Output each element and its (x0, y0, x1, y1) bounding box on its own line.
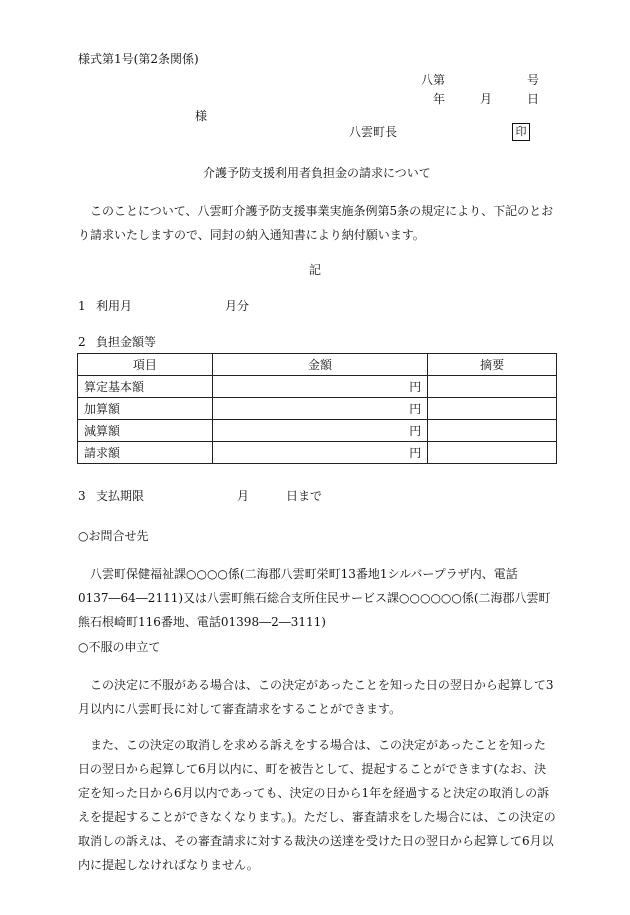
item1-unit: 月分 (225, 299, 250, 313)
fee-table (77, 353, 557, 464)
table-row (78, 398, 557, 420)
table-row (78, 376, 557, 398)
sender-name: 八雲町長 (349, 125, 398, 139)
addressee-suffix: 様 (195, 109, 208, 123)
header-remarks: 摘要 (428, 354, 557, 376)
header-amount: 金額 (212, 354, 428, 376)
item3-month: 月 (237, 489, 250, 503)
table-row (78, 442, 557, 464)
item3-number: 3 (78, 489, 86, 503)
row-item: 算定基本額 (78, 376, 213, 398)
row-item: 加算額 (78, 398, 213, 420)
row-amount: 円 (212, 398, 428, 420)
table-header-row (78, 354, 557, 376)
appeal-paragraph-2: また、この決定の取消しを求める訴えをする場合は、この決定があったことを知った日の翌日から起算して6月以内に、町を被告として、提起することができます(なお、決定を知った日から6月以内であっても、決定の日から1年を経過すると決定の取消しの訴えを提起することができなくなります。)。ただし、審査請求をした場合には、この決定の取消しの訴えは、その審査請求に対する裁決の送達を受けた日の翌日から起算して6月以内に提起しなければなりません。 (78, 738, 556, 872)
row-amount: 円 (212, 442, 428, 464)
row-amount: 円 (212, 420, 428, 442)
item3-day: 日まで (286, 489, 323, 503)
seal-mark: 印 (512, 123, 530, 141)
item2-number: 2 (78, 335, 86, 349)
intro-paragraph: このことについて、八雲町介護予防支援事業実施条例第5条の規定により、下記のとおり請求いたしますので、同封の納入通知書により納付願います。 (78, 204, 554, 242)
item3-label: 支払期限 (96, 489, 145, 503)
row-remarks (428, 420, 557, 442)
item1-number: 1 (78, 299, 86, 313)
row-item: 請求額 (78, 442, 213, 464)
contact-paragraph: 八雲町保健福祉課○○○○係(二海郡八雲町栄町13番地1シルバープラザ内、電話0137―64―2111)又は八雲町熊石総合支所住民サービス課○○○○○○係(二海郡八雲町熊石根崎町116番地、電話01398―2―3111) (78, 567, 551, 629)
item1-label: 利用月 (96, 299, 133, 313)
date-year: 年 (433, 92, 446, 106)
header-item: 項目 (78, 354, 213, 376)
date-month: 月 (480, 92, 493, 106)
appeal-paragraph-1: この決定に不服がある場合は、この決定があったことを知った日の翌日から起算して3月以内に八雲町長に対して審査請求をすることができます。 (78, 678, 554, 716)
table-row (78, 420, 557, 442)
appeal-heading: ○不服の申立て (78, 640, 161, 654)
document-title: 介護予防支援利用者負担金の請求について (203, 166, 431, 180)
item2-label: 負担金額等 (96, 335, 157, 349)
form-number: 様式第1号(第2条関係) (78, 52, 199, 66)
document-number-suffix: 号 (527, 73, 540, 87)
row-remarks (428, 442, 557, 464)
date-day: 日 (527, 92, 540, 106)
row-item: 減算額 (78, 420, 213, 442)
row-remarks (428, 398, 557, 420)
contact-heading: ○お問合せ先 (78, 529, 149, 543)
document-number-prefix: 八第 (421, 73, 446, 87)
row-remarks (428, 376, 557, 398)
ki-heading: 記 (309, 263, 322, 277)
row-amount: 円 (212, 376, 428, 398)
